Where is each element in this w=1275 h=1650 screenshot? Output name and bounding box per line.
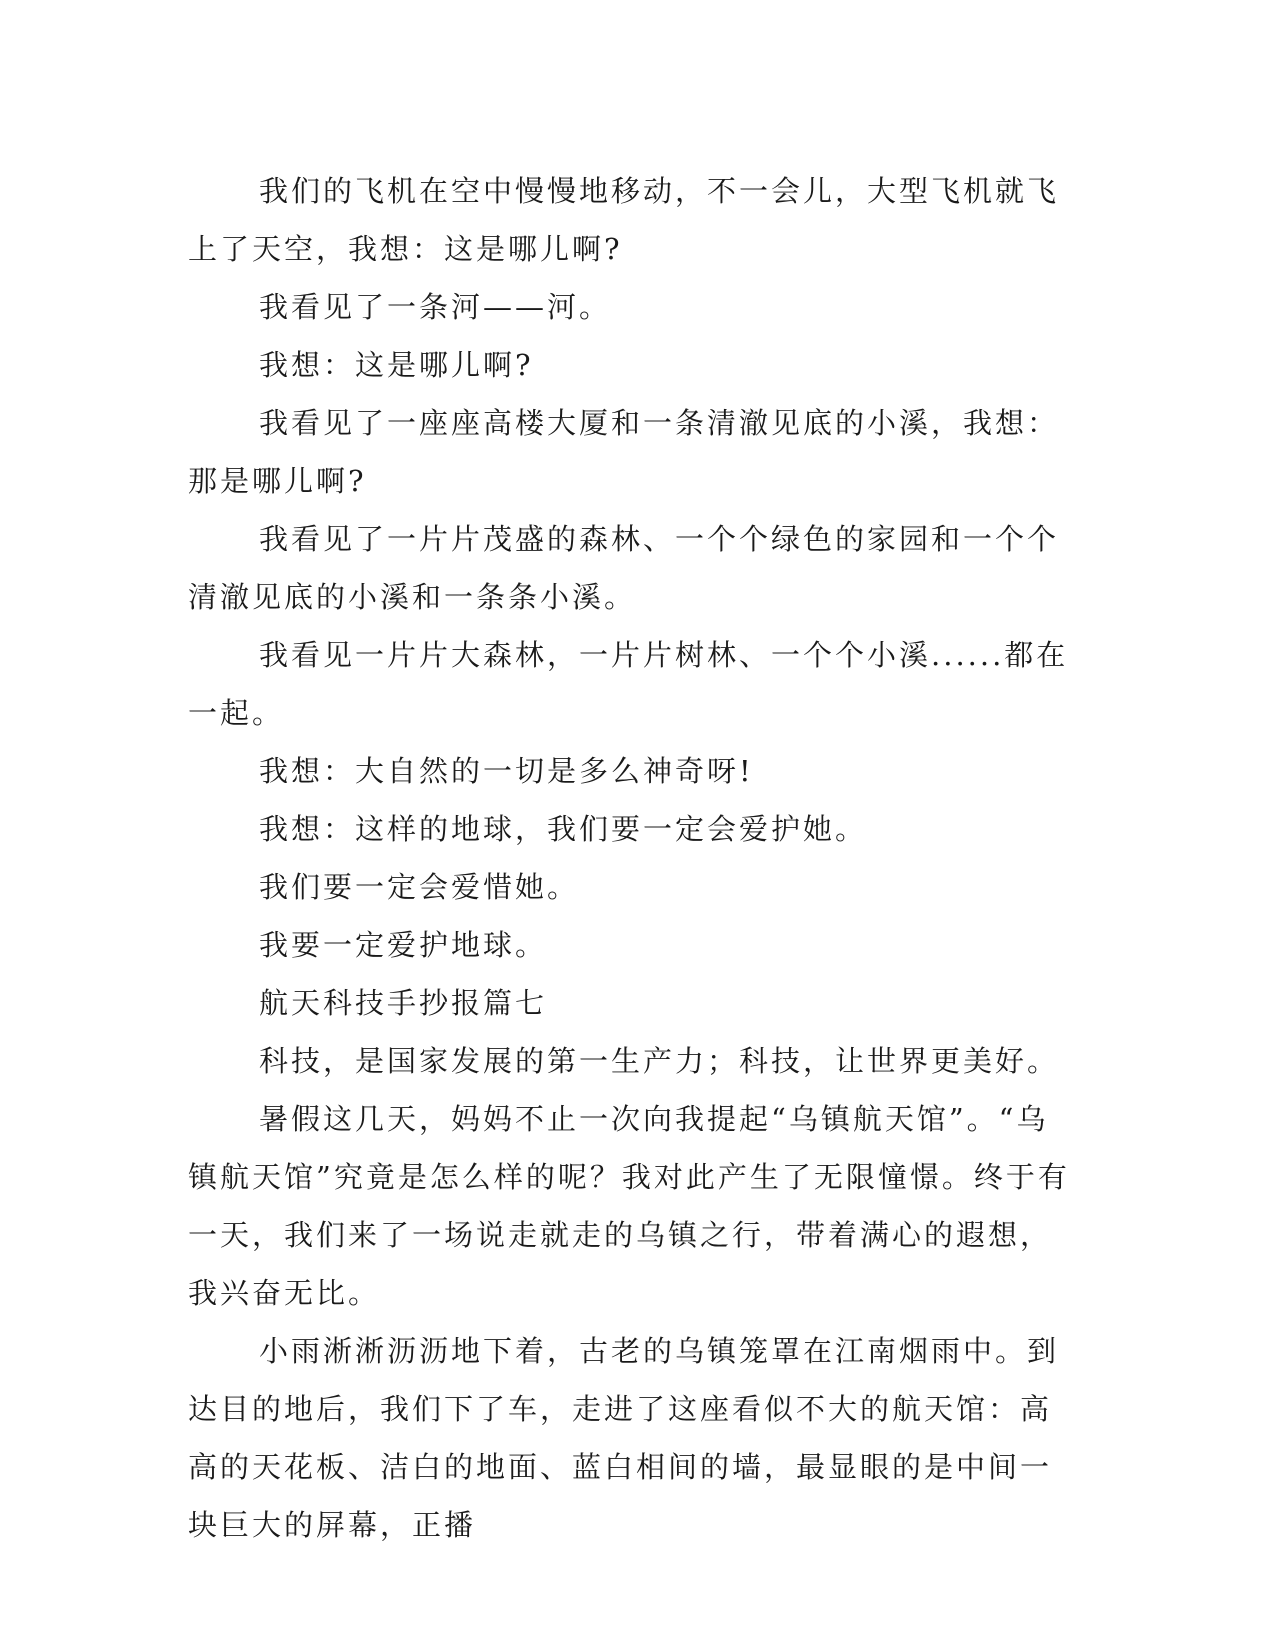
section-heading: 航天科技手抄报篇七 (259, 986, 548, 1020)
paragraph: 我看见了一片片茂盛的森林、一个个绿色的家园和一个个清澈见底的小溪和一条条小溪。 (188, 522, 1060, 614)
paragraph: 我想：这样的地球，我们要一定会爱护她。 (259, 812, 868, 846)
paragraph: 暑假这几天，妈妈不止一次向我提起“乌镇航天馆”。“乌镇航天馆”究竟是怎么样的呢？我对此产生了无限憧憬。终于有一天，我们来了一场说走就走的乌镇之行，带着满心的遐想，我兴奋无比。 (188, 1102, 1070, 1310)
paragraph: 我们要一定会爱惜她。 (259, 870, 580, 904)
paragraph: 我想：这是哪儿啊? (259, 348, 534, 382)
paragraph: 我要一定爱护地球。 (259, 928, 548, 962)
paragraph: 我看见了一条河——河。 (259, 290, 612, 324)
paragraph: 小雨淅淅沥沥地下着，古老的乌镇笼罩在江南烟雨中。到达目的地后，我们下了车，走进了这座看似不大的航天馆：高高的天花板、洁白的地面、蓝白相间的墙，最显眼的是中间一块巨大的屏幕，正播 (188, 1334, 1060, 1542)
paragraph: 我看见一片片大森林，一片片树林、一个个小溪......都在一起。 (188, 638, 1069, 730)
paragraph: 我看见了一座座高楼大厦和一条清澈见底的小溪，我想：那是哪儿啊? (188, 406, 1060, 498)
document-body (188, 162, 1073, 1554)
paragraph: 科技，是国家发展的第一生产力；科技，让世界更美好。 (259, 1044, 1060, 1078)
paragraph: 我们的飞机在空中慢慢地移动，不一会儿，大型飞机就飞上了天空，我想：这是哪儿啊? (188, 174, 1060, 266)
paragraph: 我想：大自然的一切是多么神奇呀! (259, 754, 754, 788)
